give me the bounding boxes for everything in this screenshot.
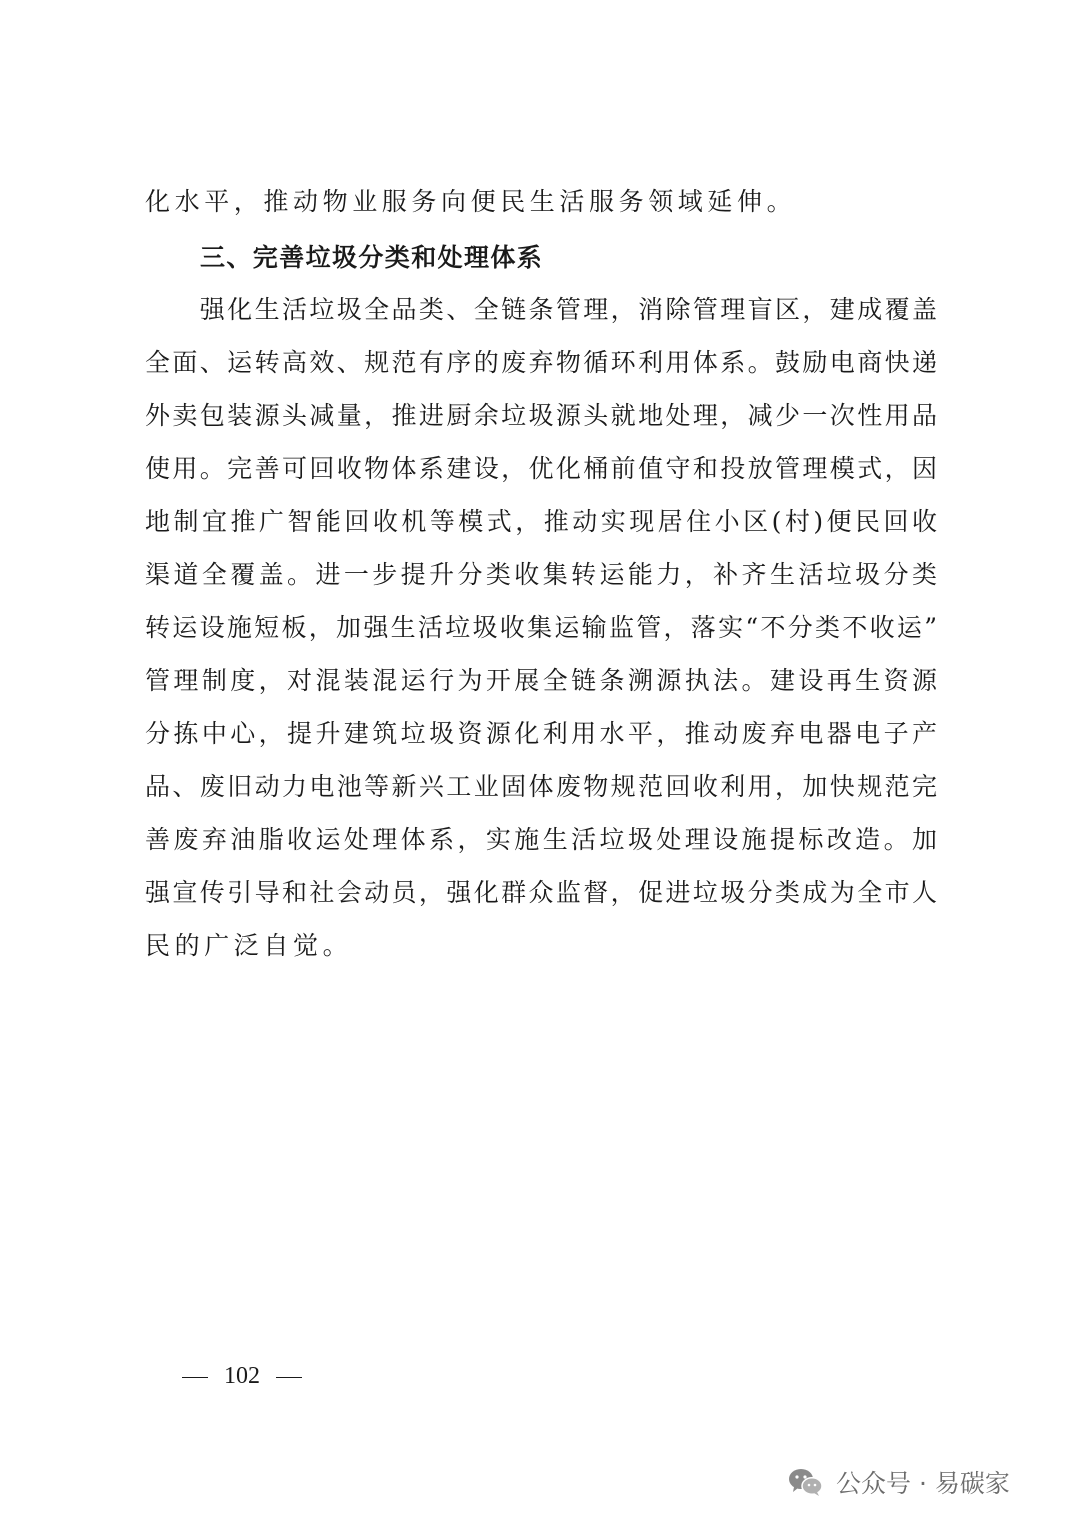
paragraph-line: 渠道全覆盖。进一步提升分类收集转运能力，补齐生活垃圾分类 <box>145 560 937 589</box>
section-heading: 三、完善垃圾分类和处理体系 <box>200 243 544 272</box>
paragraph-line: 全面、运转高效、规范有序的废弃物循环利用体系。鼓励电商快递 <box>145 348 937 377</box>
page-number-dash-right <box>276 1377 302 1379</box>
paragraph-line: 分拣中心，提升建筑垃圾资源化利用水平，推动废弃电器电子产 <box>145 719 937 748</box>
paragraph-line: 外卖包装源头减量，推进厨余垃圾源头就地处理，减少一次性用品 <box>145 401 937 430</box>
watermark-text: 公众号 · 易碳家 <box>836 1469 1010 1498</box>
page-number-value: 102 <box>224 1363 260 1389</box>
watermark <box>788 1462 1010 1502</box>
page-number-dash-left <box>182 1377 208 1379</box>
paragraph-line: 民的广泛自觉。 <box>145 931 353 960</box>
paragraph-line: 管理制度，对混装混运行为开展全链条溯源执法。建设再生资源 <box>145 666 937 695</box>
paragraph-line: 品、废旧动力电池等新兴工业固体废物规范回收利用，加快规范完 <box>145 772 937 801</box>
paragraph-line: 善废弃油脂收运处理体系，实施生活垃圾处理设施提标改造。加 <box>145 825 937 854</box>
paragraph-line: 使用。完善可回收物体系建设，优化桶前值守和投放管理模式，因 <box>145 454 937 483</box>
page-number <box>166 1358 318 1394</box>
paragraph-line: 地制宜推广智能回收机等模式，推动实现居住小区(村)便民回收 <box>145 507 937 536</box>
continuation-line: 化水平，推动物业服务向便民生活服务领域延伸。 <box>145 187 797 216</box>
paragraph-line: 强化生活垃圾全品类、全链条管理，消除管理盲区，建成覆盖 <box>145 295 937 324</box>
paragraph-line: 强宣传引导和社会动员，强化群众监督，促进垃圾分类成为全市人 <box>145 878 937 907</box>
wechat-icon <box>788 1467 824 1497</box>
paragraph-line: 转运设施短板，加强生活垃圾收集运输监管，落实“不分类不收运” <box>145 613 937 642</box>
